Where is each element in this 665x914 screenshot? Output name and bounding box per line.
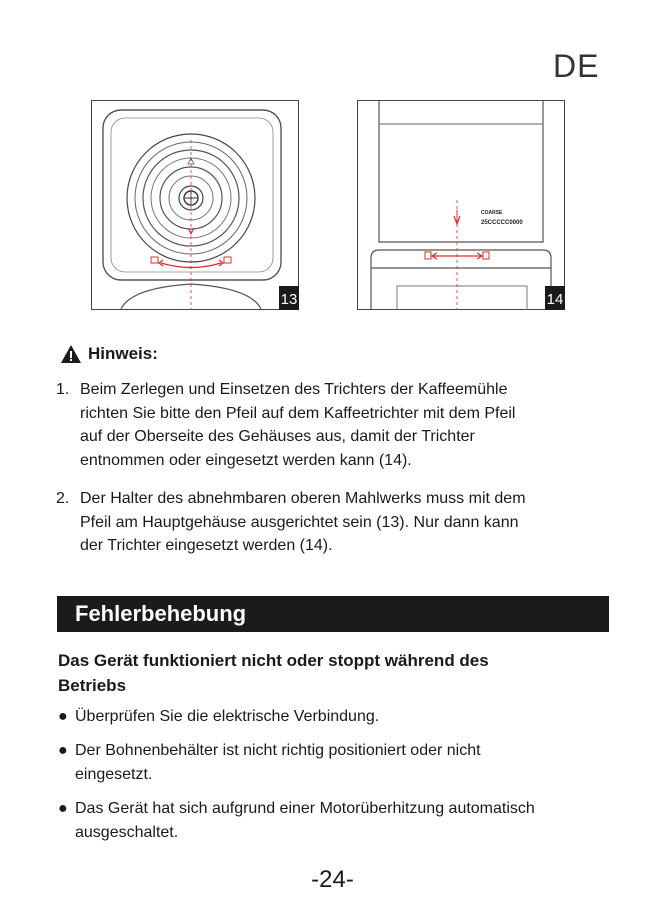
list-item [58, 739, 618, 787]
problem-heading [58, 648, 618, 698]
figure-14-text-coarse: COARSE [481, 210, 503, 216]
bullet-list [58, 705, 618, 855]
bullet-line: eingesetzt. [75, 766, 153, 783]
page-number: -24- [311, 866, 354, 893]
item-line: Beim Zerlegen und Einsetzen des Trichters der Kaffeemühle [80, 381, 508, 398]
item-line: Der Halter des abnehmbaren oberen Mahlwerks muss mit dem [80, 490, 526, 507]
bullet-dot-icon: ● [58, 708, 68, 725]
section-title-bar: Fehlerbehebung [57, 596, 609, 632]
figure-13-label: 13 [280, 291, 298, 308]
bullet-dot-icon: ● [58, 800, 68, 817]
figure-14-text-scale: 25CCCCC0000 [481, 220, 523, 226]
item-number: 2. [56, 490, 70, 507]
language-label: DE [553, 48, 600, 84]
note-heading [60, 344, 158, 364]
note-title: Hinweis: [88, 344, 158, 363]
bullet-line: Das Gerät hat sich aufgrund einer Motorüberhitzung automatisch [75, 800, 535, 817]
bullet-line: ausgeschaltet. [75, 824, 179, 841]
note-item-1 [56, 378, 616, 480]
item-line: entnommen oder eingesetzt werden kann (14). [80, 451, 412, 469]
note-item-2 [56, 487, 616, 566]
bullet-line: Der Bohnenbehälter ist nicht richtig positioniert oder nicht [75, 742, 481, 759]
bullet-line: Überprüfen Sie die elektrische Verbindung. [75, 708, 380, 725]
bullet-dot-icon: ● [58, 742, 68, 759]
item-line: der Trichter eingesetzt werden (14). [80, 537, 333, 554]
warning-triangle-icon [60, 344, 82, 364]
figure-13-top-view [91, 100, 299, 310]
figure-14-side-view [357, 100, 565, 310]
item-number: 1. [56, 381, 70, 398]
item-line: Pfeil am Hauptgehäuse ausgerichtet sein (13). Nur dann kann [80, 513, 519, 531]
problem-heading-line: Das Gerät funktioniert nicht oder stoppt während des [58, 651, 489, 670]
problem-heading-line: Betriebs [58, 676, 127, 695]
list-item [58, 797, 618, 845]
figure-14-label: 14 [546, 291, 564, 308]
list-item [58, 705, 618, 729]
item-line: richten Sie bitte den Pfeil auf dem Kaffeetrichter mit dem Pfeil [80, 404, 516, 422]
item-line: auf der Oberseite des Gehäuses aus, damit der Trichter [80, 428, 475, 445]
